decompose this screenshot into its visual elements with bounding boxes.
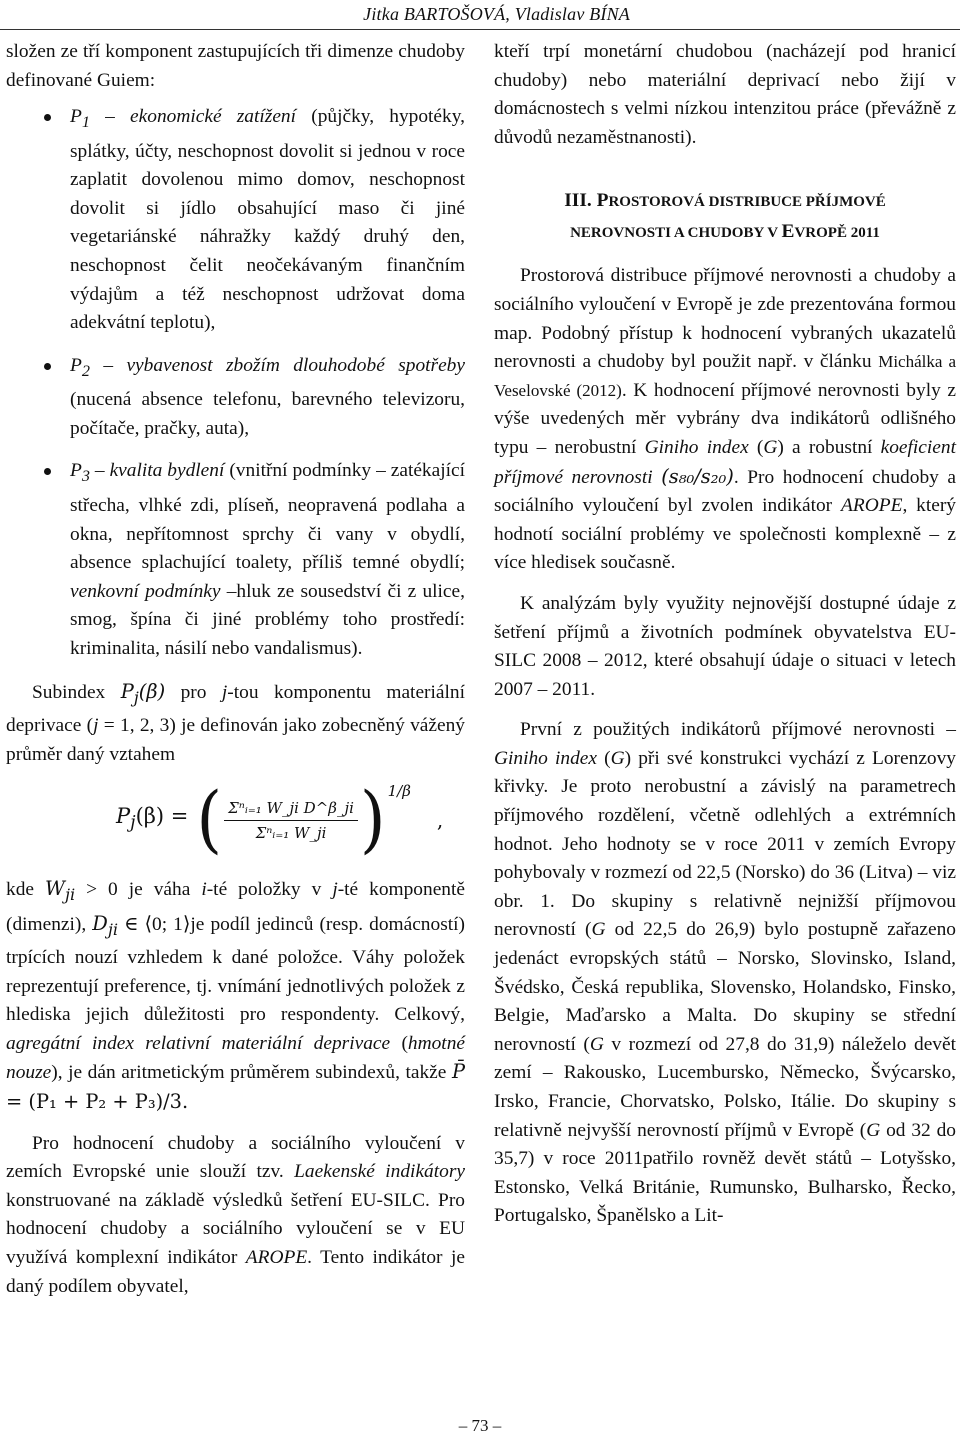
list-item: $P_3$ – kvalita bydlení (vnitřní podmínky – zatékající střecha, vlhké zdi, plíseň, neopravená podlaha a okna, nepřítomnost sprchy či vany v obydlí, absence splachující toalety, příliš temné obydlí; venkovní podmínky –hluk ze sousedství či z ulice, smog, špína či jiné problémy toho prostředí: kriminalita, násilí nebo vandalismus). (6, 457, 465, 663)
weighted-mean-formula: $P_j(\beta)$ = ( $\frac{\text{Σⁿᵢ₌₁ W\_ji D\textasciicircum{}β\_ji}}{\text{Σⁿᵢ₌₁ W\_ji}}$ ) 1/β , (116, 777, 444, 862)
continuation-paragraph: kteří trpí monetární chudobou (nacházejí pod hranicí chudoby) nebo materiální deprivací nebo žijí v domácnostech s velmi nízkou intenzitou práce (převážně z důvodů nezaměstnanosti). (494, 41, 956, 148)
section-heading: III. PROSTOROVÁ DISTRIBUCE PŘÍJMOVÉ NEROVNOSTI A CHUDOBY V EVROPĚ 2011 (564, 190, 886, 243)
formula-denominator: Σⁿᵢ₌₁ W_ji (255, 823, 327, 842)
left-column (6, 38, 465, 1301)
running-head-authors: Jitka BARTOŠOVÁ, Vladislav BÍNA (363, 4, 630, 24)
subindex-paragraph: Subindex $P_j(\beta)$ pro j-tou komponentu materiální deprivace (j = 1, 2, 3) je definován jako zobecněný vážený průměr daný vztahem (6, 679, 465, 765)
intro-paragraph: složen ze tří komponent zastupujících tři dimenze chudoby definované Guiem: (6, 41, 465, 91)
formula-exponent: 1/β (387, 782, 411, 801)
spatial-distribution-paragraph: Prostorová distribuce příjmové nerovnosti a chudoby a sociálního vyloučení v Evropě je zde prezentována formou map. Podobný přístup k hodnocení vybraných ukazatelů nerovnosti a chudoby byl použit např. v článku Michálka a Veselovské (2012). K hodnocení příjmové nerovnosti byly z výše uvedených měr vybrány dva indikátorů odlišného typu – nerobustní Giniho index (G) a robustní koeficient příjmové nerovnosti (s₈₀/s₂₀). Pro hodnocení chudoby a sociálního vyloučení byl zvolen indikátor AROPE, který hodnotí sociální problémy ve společnosti komplexně – z více hledisek současně. (494, 265, 957, 574)
header-rule (0, 29, 960, 30)
analysis-paragraph: K analýzám byly využity nejnovější dostupné údaje z šetření příjmů a životních podmínek obyvatelstva EU-SILC 2008 – 2012, které obsahují údaje o situaci v letech 2007 – 2011. (494, 592, 956, 700)
list-item: $P_1$ – ekonomické zatížení (půjčky, hypotéky, splátky, účty, neschopnost dovolit si jednou v roce zaplatit dovolenou mimo domov, neschopnost dovolit si jídlo obsahující maso či jiné vegetariánské náhražky každý druhý den, neschopnost čelit neočekávaným finančním výdajům a též neschopnost udržovat doma adekvátní teplotu), (6, 103, 465, 338)
page-number: – 73 – (458, 1416, 502, 1435)
gini-paragraph: První z použitých indikátorů příjmové nerovnosti – Giniho index (G) při své konstrukci vychází z Lorenzovy křivky. Je proto nerobustní a závislý na parametrech příjmového rozdělení, včetně odlehlých a extrémních hodnot. Jeho hodnoty se v roce 2011 v zemích Evropy pohybovaly v rozmezí od 22,5 (Norsko) do 36 (Litva) – viz obr. 1. Do skupiny s relativně nejnižší příjmovou nerovností (G od 22,5 do 26,9) bylo postupně zařazeno jedenáct evropských států – Norsko, Slovinsko, Island, Švédsko, Česká republika, Slovensko, Holandsko, Finsko, Belgie, Maďarsko a Malta. Do skupiny se střední nerovností (G v rozmezí od 27,8 do 31,9) náleželo devět zemí – Rakousko, Lucembursko, Německo, Švýcarsko, Irsko, Francie, Chorvatsko, Polsko, Itálie. Do skupiny s relativně nejvyšší nerovností příjmů v Evropě (G od 32 do 35,7) v roce 2011patřilo rovněž devět států – Lotyšsko, Estonsko, Velká Británie, Rumunsko, Bulharsko, Řecko, Portugalsko, Španělsko a Lit- (494, 719, 957, 1227)
list-item: $P_2$ – vybavenost zbožím dlouhodobé spotřeby (nucená absence telefonu, barevného televizoru, počítače, pračky, auta), (6, 352, 465, 444)
right-column (494, 38, 956, 1231)
weights-paragraph: kde $W_{ji} > 0$ je váha i-té položky v j-té komponentě (dimenzi), $D_{ji}$ ∈ ⟨0; 1⟩je podíl jedinců (resp. domácností) trpících nouzí vzhledem k dané položce. Váhy položek reprezentují preference, tj. vnímání jednotlivých položek z hlediska jejich důležitosti pro respondenty. Celkový, agregátní index relativní materiální deprivace (hmotné nouze), je dán aritmetickým průměrem subindexů, takže P̄ = (P₁ + P₂ + P₃)/3. (6, 877, 465, 1114)
components-list (6, 103, 465, 663)
formula-numerator: Σⁿᵢ₌₁ W_ji D^β_ji (224, 798, 358, 821)
laeken-paragraph: Pro hodnocení chudoby a sociálního vyloučení v zemích Evropské unie slouží tzv. Laekenské indikátory konstruované na základě výsledků šetření EU-SILC. Pro hodnocení chudoby a sociálního vyloučení se v EU využívá komplexní indikátor AROPE. Tento indikátor je daný podílem obyvatel, (6, 1132, 465, 1297)
